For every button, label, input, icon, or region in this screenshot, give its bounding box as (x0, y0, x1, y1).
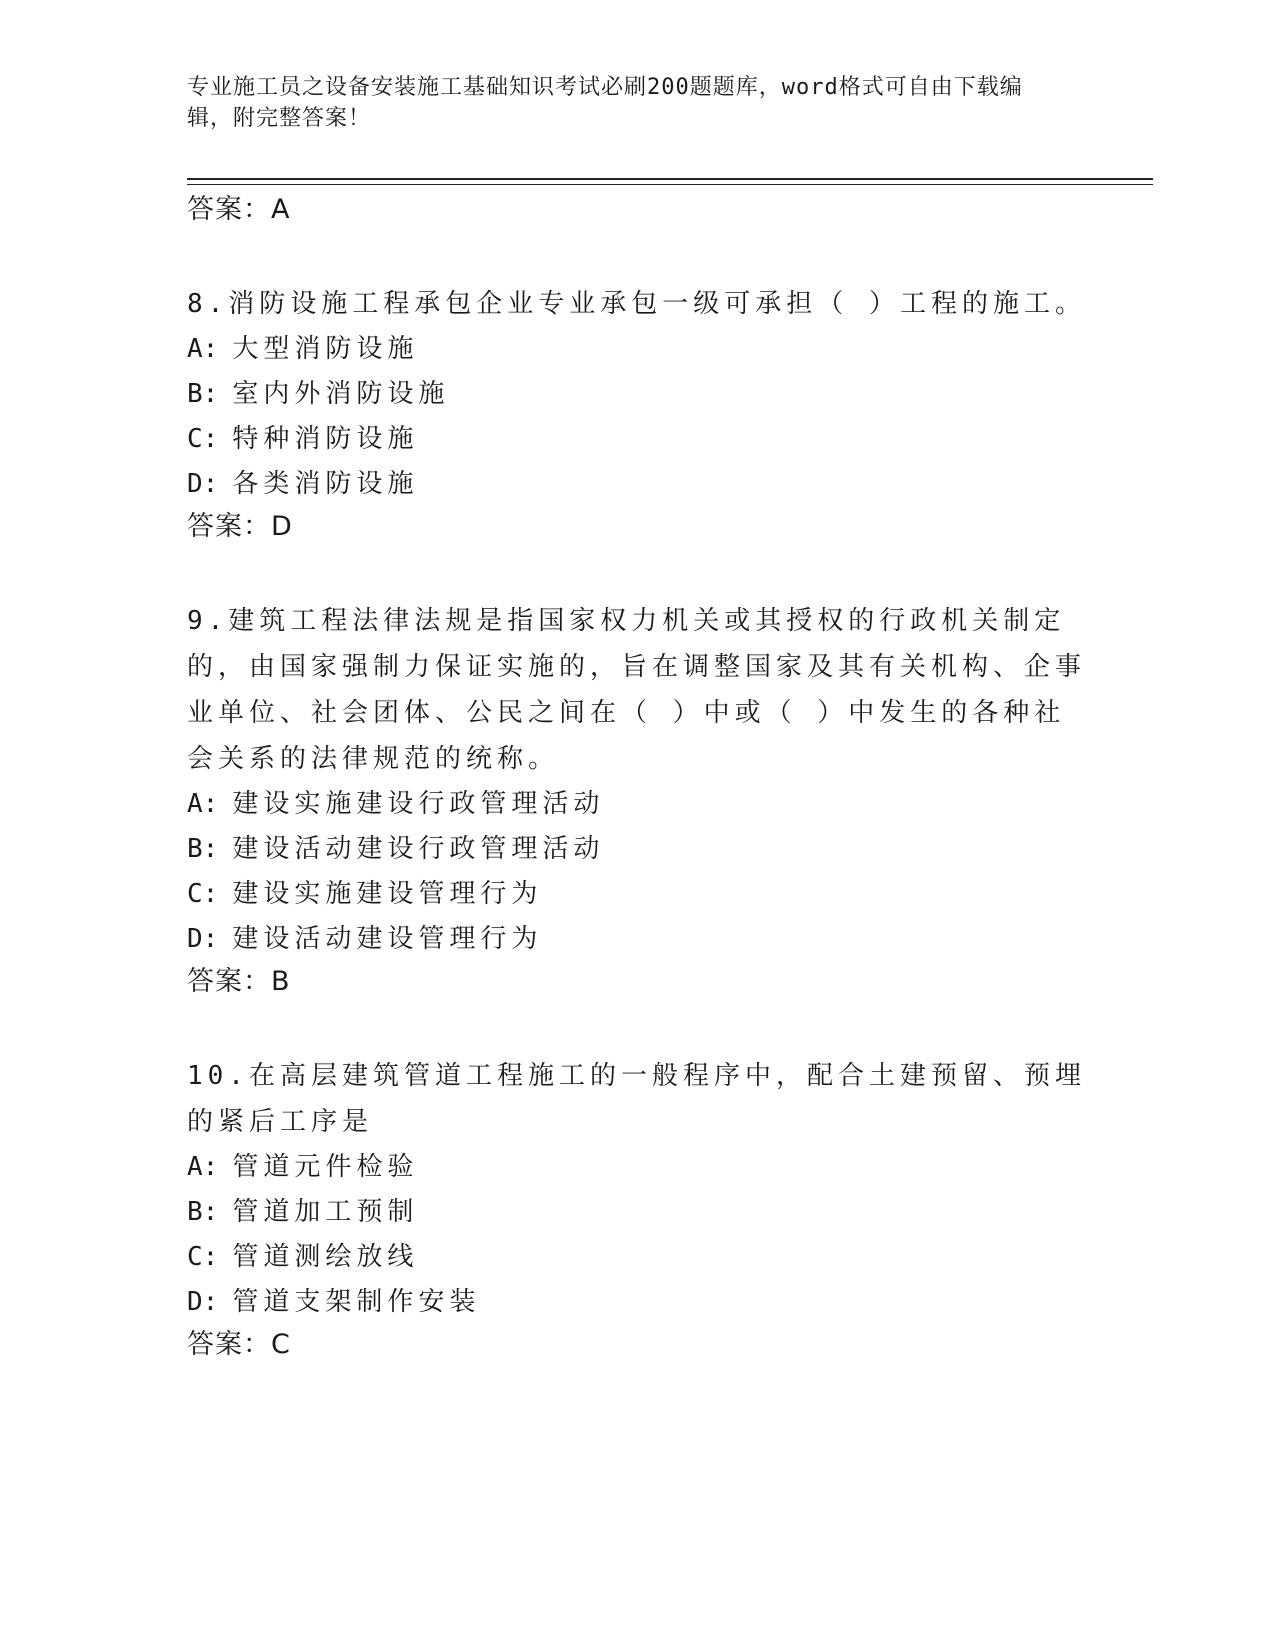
question-stem: 9.建筑工程法律法规是指国家权力机关或其授权的行政机关制定的，由国家强制力保证实施的，旨在调整国家及其有关机构、企事业单位、社会团体、公民之间在（ ）中或（ ）中发生的各种社会关系的法律规范的统称。 (187, 606, 1087, 774)
option-letter: B: (187, 379, 219, 409)
question-stem: 10.在高层建筑管道工程施工的一般程序中，配合土建预留、预埋的紧后工序是 (187, 1061, 1086, 1137)
option-b (187, 827, 1087, 872)
answer-value: B (271, 966, 291, 997)
previous-answer (187, 190, 1087, 230)
answer-value: A (271, 194, 291, 225)
option-text: 各类消防设施 (232, 469, 419, 499)
option-letter: C: (187, 879, 219, 909)
option-b (187, 372, 1087, 417)
option-c (187, 417, 1087, 462)
option-text: 室内外消防设施 (232, 379, 450, 409)
option-letter: C: (187, 424, 219, 454)
page-header: 专业施工员之设备安装施工基础知识考试必刷200题题库，word格式可自由下载编辑，附完整答案！ (187, 75, 1023, 131)
question-10 (187, 1053, 1087, 1365)
option-text: 建设活动建设行政管理活动 (232, 834, 605, 864)
option-text: 特种消防设施 (232, 424, 419, 454)
option-letter: A: (187, 334, 219, 364)
answer-label: 答案： (187, 1329, 271, 1360)
option-letter: B: (187, 834, 219, 864)
option-letter: A: (187, 1152, 219, 1182)
option-letter: A: (187, 789, 219, 819)
option-text: 管道加工预制 (232, 1197, 419, 1227)
option-c (187, 1235, 1087, 1280)
question-answer (187, 962, 1087, 1002)
option-d (187, 1280, 1087, 1325)
question-answer (187, 1325, 1087, 1365)
question-stem: 8.消防设施工程承包企业专业承包一级可承担（ ）工程的施工。 (187, 289, 1086, 319)
header-divider (187, 178, 1153, 185)
answer-label: 答案： (187, 511, 271, 542)
option-text: 建设实施建设行政管理活动 (232, 789, 605, 819)
option-c (187, 872, 1087, 917)
option-d (187, 462, 1087, 507)
answer-label: 答案： (187, 966, 271, 997)
option-letter: D: (187, 1287, 219, 1317)
option-a (187, 1145, 1087, 1190)
answer-value: C (271, 1329, 291, 1360)
question-8 (187, 281, 1087, 547)
option-text: 管道测绘放线 (232, 1242, 419, 1272)
option-text: 建设活动建设管理行为 (232, 924, 543, 954)
option-letter: D: (187, 924, 219, 954)
option-d (187, 917, 1087, 962)
option-letter: D: (187, 469, 219, 499)
option-text: 管道支架制作安装 (232, 1287, 481, 1317)
option-text: 建设实施建设管理行为 (232, 879, 543, 909)
option-a (187, 327, 1087, 372)
option-text: 大型消防设施 (232, 334, 419, 364)
answer-label: 答案： (187, 194, 271, 225)
question-9 (187, 598, 1087, 1002)
option-letter: B: (187, 1197, 219, 1227)
question-list (187, 190, 1087, 1365)
answer-value: D (271, 511, 293, 542)
option-a (187, 782, 1087, 827)
question-answer (187, 507, 1087, 547)
option-text: 管道元件检验 (232, 1152, 419, 1182)
option-b (187, 1190, 1087, 1235)
option-letter: C: (187, 1242, 219, 1272)
